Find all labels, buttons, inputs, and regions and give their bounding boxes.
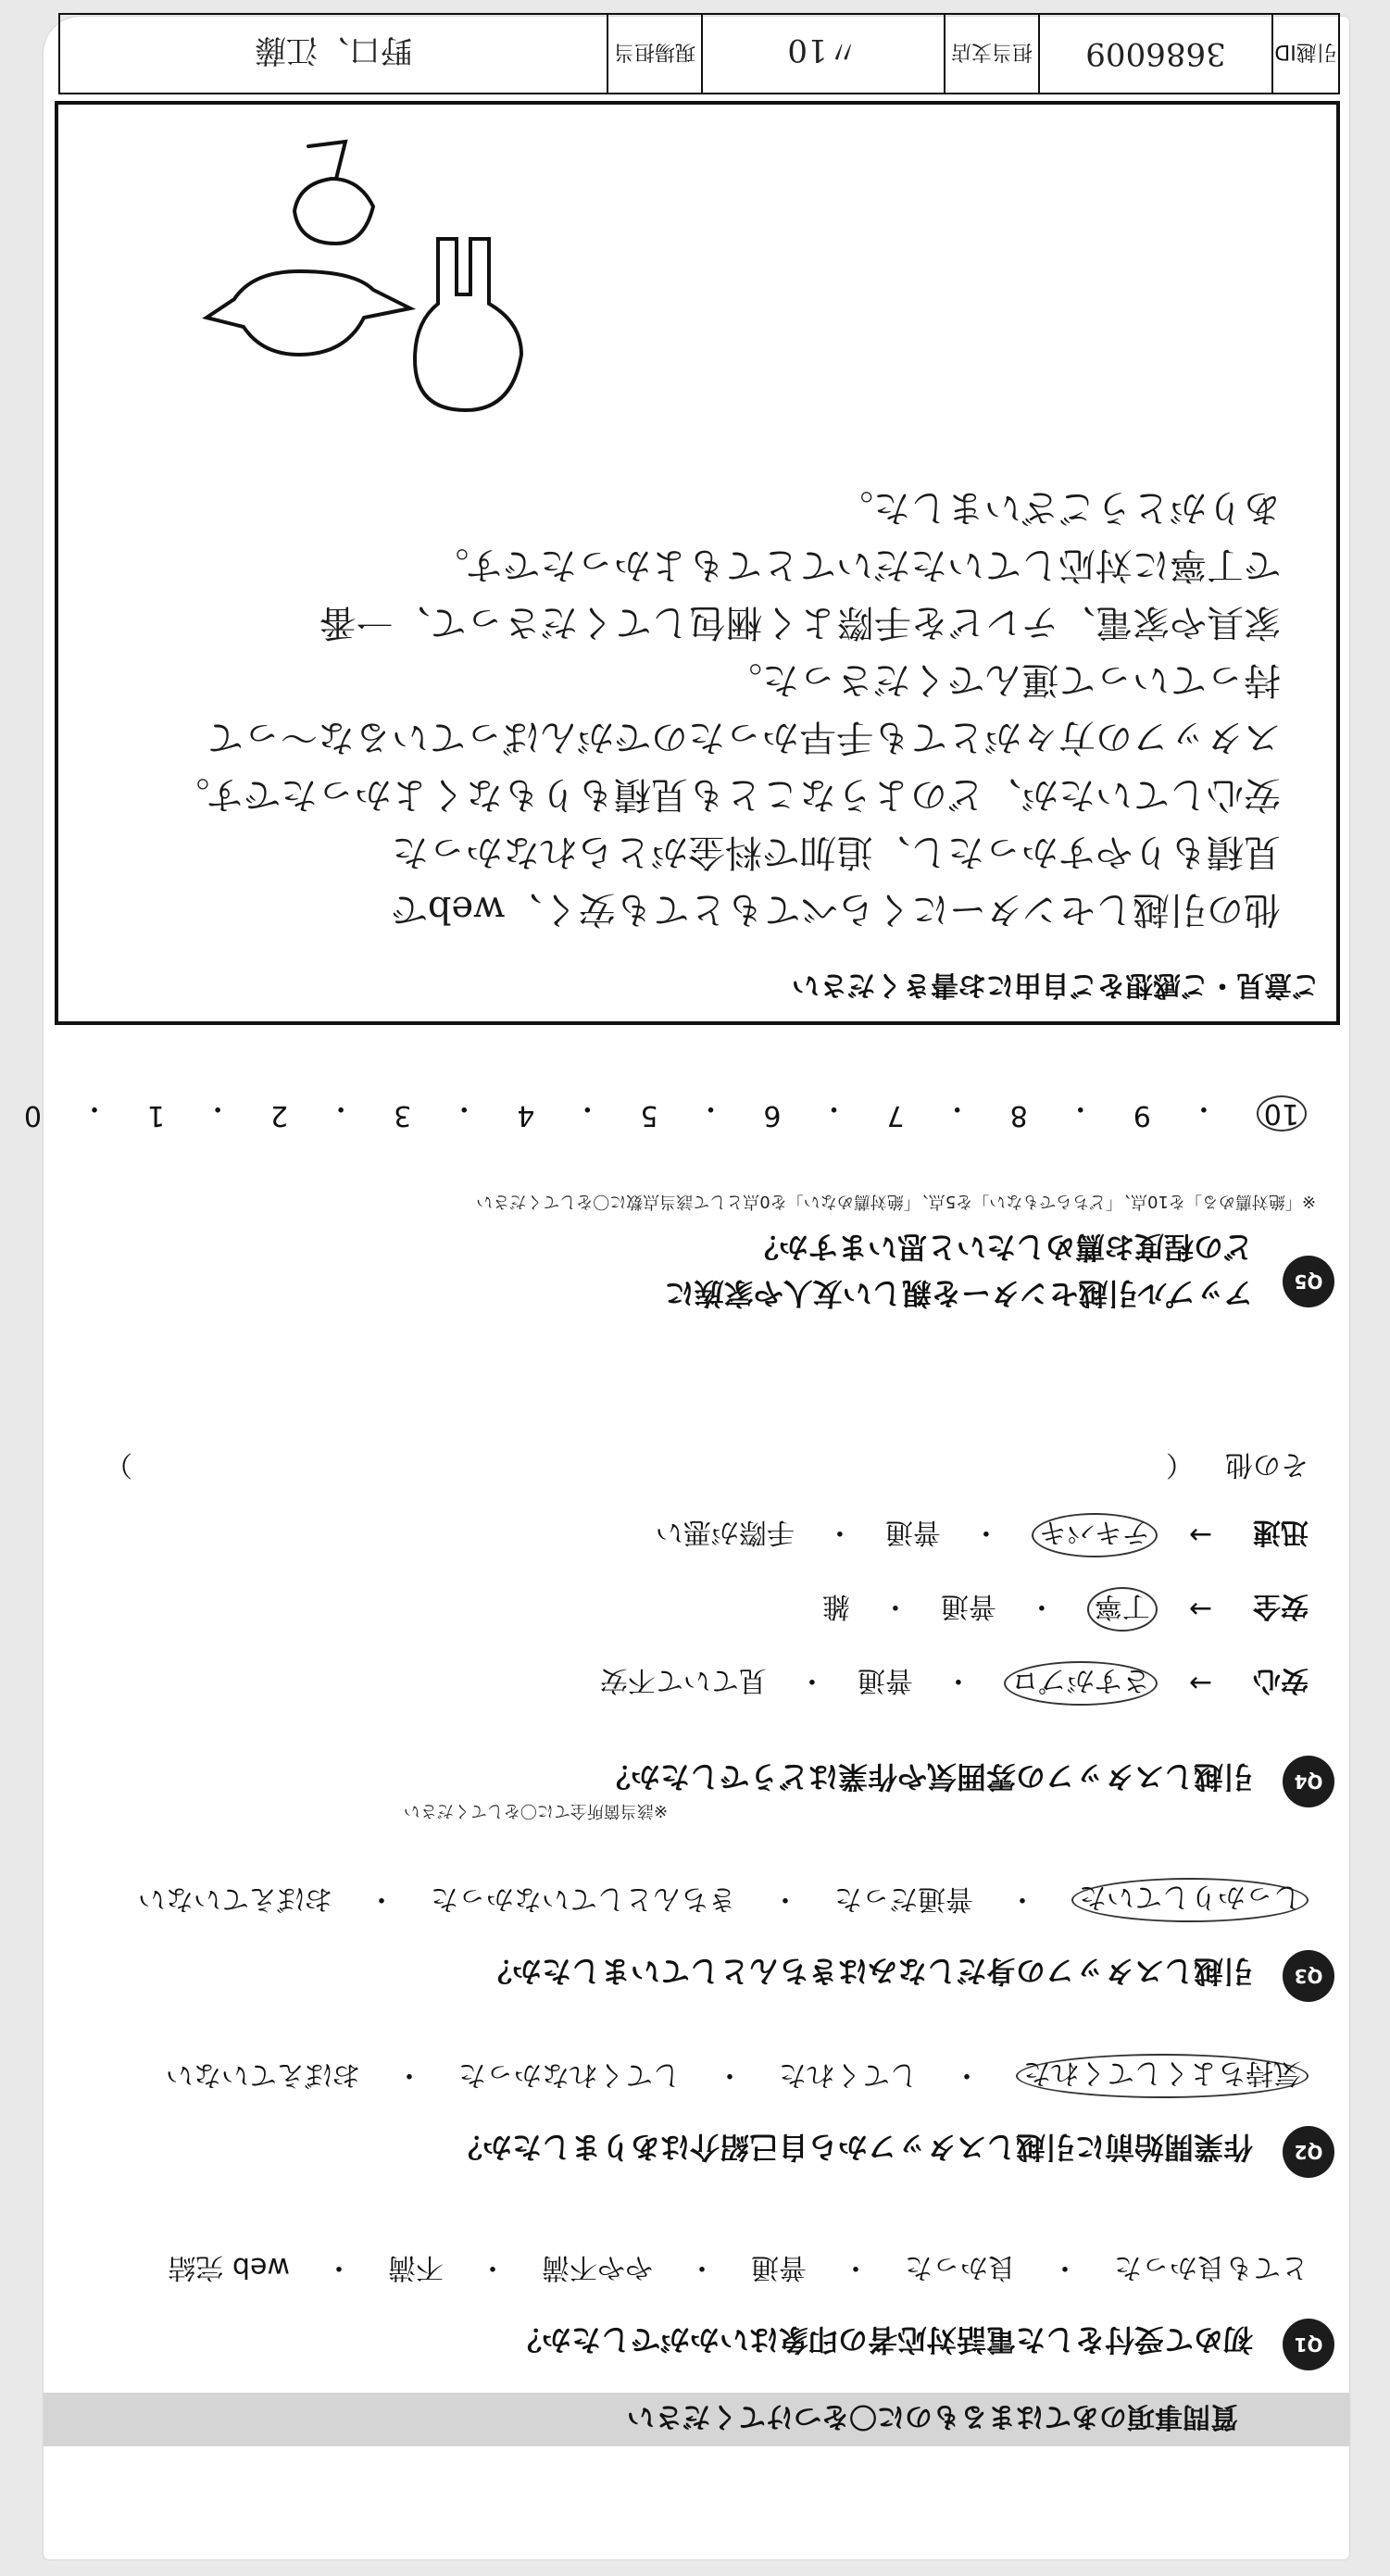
q1-option[interactable]: 良かった <box>905 2251 1016 2283</box>
q5-scale: 10 ・ 9 ・ 8 ・ 7 ・ 6 ・ 5 ・ 4 ・ 3 ・ 2 ・ 1 ・ 0 <box>24 1091 1307 1132</box>
q1-option[interactable]: とても良かった <box>1114 2251 1309 2283</box>
scale-option[interactable]: 0 <box>23 1099 42 1132</box>
q1-options: とても良かった ・ 良かった ・ 普通 ・ やや不満 ・ 不満 ・ web 完結 <box>168 2250 1309 2291</box>
row-label: 安全 <box>1253 1590 1309 1622</box>
q1-option[interactable]: 普通 <box>751 2251 807 2283</box>
handwriting-line: で丁寧に対応していただいてとてもよかったです。 <box>432 544 1281 586</box>
scale-option[interactable]: 2 <box>270 1099 289 1132</box>
instruction-text: 質問事項のあてはまるものに〇をつけてください <box>627 2400 1238 2432</box>
q2-text: 作業開始前に引越しスタッフから自己紹介はありましたか？ <box>452 2130 1253 2165</box>
id-value: 3686009 <box>1038 15 1271 93</box>
handwriting-line: 持っていって運んでくださった。 <box>725 658 1281 701</box>
q5-text-line2: どの程度お薦めしたいと思いますか？ <box>748 1230 1253 1265</box>
q3-text: 引越しスタッフの身だしなみはきちんとしていましたか？ <box>482 1954 1253 1989</box>
q4-option[interactable]: 普通 <box>857 1664 913 1696</box>
scale-option[interactable]: 5 <box>640 1099 658 1132</box>
q4-option-selected[interactable]: テキパキ <box>1032 1513 1158 1557</box>
q1-option[interactable]: 不満 <box>388 2251 444 2283</box>
q1-option[interactable]: やや不満 <box>542 2251 653 2283</box>
q3-option[interactable]: きちんとしていなかった <box>431 1882 736 1915</box>
question-3 <box>56 1872 1334 2002</box>
question-2 <box>56 2048 1334 2178</box>
q4-row-anshin: 安心 → さすがプロ ・ 普通 ・ 見ていて不安 <box>600 1661 1309 1706</box>
handwriting-line: スタッフの方々がとても手早かったのでがんばっているな〜って <box>207 716 1281 758</box>
row-label: 迅速 <box>1253 1516 1309 1548</box>
q4-option[interactable]: 手際が悪い <box>655 1516 795 1548</box>
q3-badge: Q3 <box>1283 1950 1334 2002</box>
q4-option[interactable]: 普通 <box>884 1516 941 1548</box>
q4-other <box>105 1447 1309 1488</box>
q4-option[interactable]: 雑 <box>821 1590 850 1622</box>
q2-badge: Q2 <box>1283 2126 1334 2178</box>
q3-option[interactable]: 普通だった <box>834 1882 973 1915</box>
q4-row-anzen: 安全 → 丁寧 ・ 普通 ・ 雑 <box>822 1587 1309 1632</box>
q2-option-selected[interactable]: 気持ちよくしてくれた <box>1016 2054 1309 2098</box>
row-label: 安心 <box>1253 1664 1309 1696</box>
leader-label: 現場担当 <box>607 15 701 93</box>
id-table <box>58 13 1340 94</box>
instruction-banner <box>44 2393 1349 2446</box>
leader-value: 野口、江藤 <box>255 31 412 69</box>
comments-box <box>55 101 1340 1025</box>
q4-note: ※該当箇所全てに〇をしてください <box>403 1801 668 1820</box>
handwriting-line: 見積もりやすかったし、追加で料金がとられなかった <box>392 831 1281 873</box>
scale-option[interactable]: 7 <box>886 1099 905 1132</box>
other-paren-open: （ <box>1166 1448 1194 1481</box>
q2-option[interactable]: おぼえていない <box>166 2058 360 2091</box>
q1-option[interactable]: web 完結 <box>168 2251 290 2283</box>
question-4 <box>56 1448 1334 1820</box>
question-1 <box>56 2241 1334 2370</box>
q4-text: 引越しスタッフの雰囲気や作業はどうでしたか？ <box>600 1759 1253 1794</box>
handwriting-line: 家具や家電、テレビを手際よく梱包してくださって、一番 <box>319 601 1281 644</box>
handwriting-line: 安心していたが、どのようなことも見積もりもなくよかったです。 <box>172 773 1281 816</box>
q4-option-selected[interactable]: さすがプロ <box>1004 1661 1158 1706</box>
scale-option[interactable]: 6 <box>763 1099 782 1132</box>
branch-value: 〃10 <box>701 15 944 93</box>
q1-badge: Q1 <box>1283 2319 1334 2370</box>
q2-option[interactable]: してくれた <box>779 2058 918 2091</box>
q2-option[interactable]: してくれなかった <box>458 2058 681 2091</box>
q3-option[interactable]: おぼえていない <box>138 1882 332 1915</box>
handwriting-line: 他の引越しセンターにくらべてもとても安く、webで <box>390 888 1281 931</box>
q1-text: 初めて受付をした電話対応者の印象はいかがでしたか？ <box>511 2322 1253 2357</box>
q4-option-selected[interactable]: 丁寧 <box>1087 1587 1158 1632</box>
q5-badge: Q5 <box>1283 1256 1334 1307</box>
other-label: その他 <box>1225 1448 1309 1481</box>
scale-option[interactable]: 8 <box>1009 1099 1028 1132</box>
scale-option[interactable]: 1 <box>146 1099 166 1132</box>
scale-option[interactable]: 9 <box>1133 1099 1151 1132</box>
q3-options: しっかりしていた ・ 普通だった ・ きちんとしていなかった ・ おぼえていない <box>138 1878 1309 1922</box>
scale-option[interactable]: 3 <box>394 1099 412 1132</box>
branch-label: 担当支店 <box>944 15 1038 93</box>
q4-badge: Q4 <box>1283 1756 1334 1807</box>
q4-option[interactable]: 見ていて不安 <box>599 1664 767 1696</box>
q5-text-line1: アップル引越センターを親しい友人や家族に <box>664 1276 1253 1311</box>
q4-row-jinsoku: 迅速 → テキパキ ・ 普通 ・ 手際が悪い <box>656 1513 1309 1557</box>
scale-option[interactable]: 4 <box>517 1099 535 1132</box>
comments-title: ご意見・ご感想をご自由にお書きください <box>792 969 1320 1001</box>
q5-note: ※「絶対薦める」を10点、「どちらでもない」を5点、「絶対薦めない」を0点として該当点数に〇をしてください <box>476 1192 1316 1211</box>
q2-options: 気持ちよくしてくれた ・ してくれた ・ してくれなかった ・ おぼえていない <box>166 2054 1309 2098</box>
handwriting-line: ありがとうございました。 <box>836 486 1281 529</box>
question-5 <box>56 1141 1334 1311</box>
q4-option[interactable]: 普通 <box>940 1590 996 1622</box>
other-paren-close: ） <box>105 1448 132 1481</box>
scale-option-selected[interactable]: 10 <box>1257 1091 1307 1132</box>
q3-option-selected[interactable]: しっかりしていた <box>1071 1878 1309 1922</box>
doodle-drawing <box>58 105 1336 1021</box>
id-label: 引越ID <box>1271 15 1338 93</box>
